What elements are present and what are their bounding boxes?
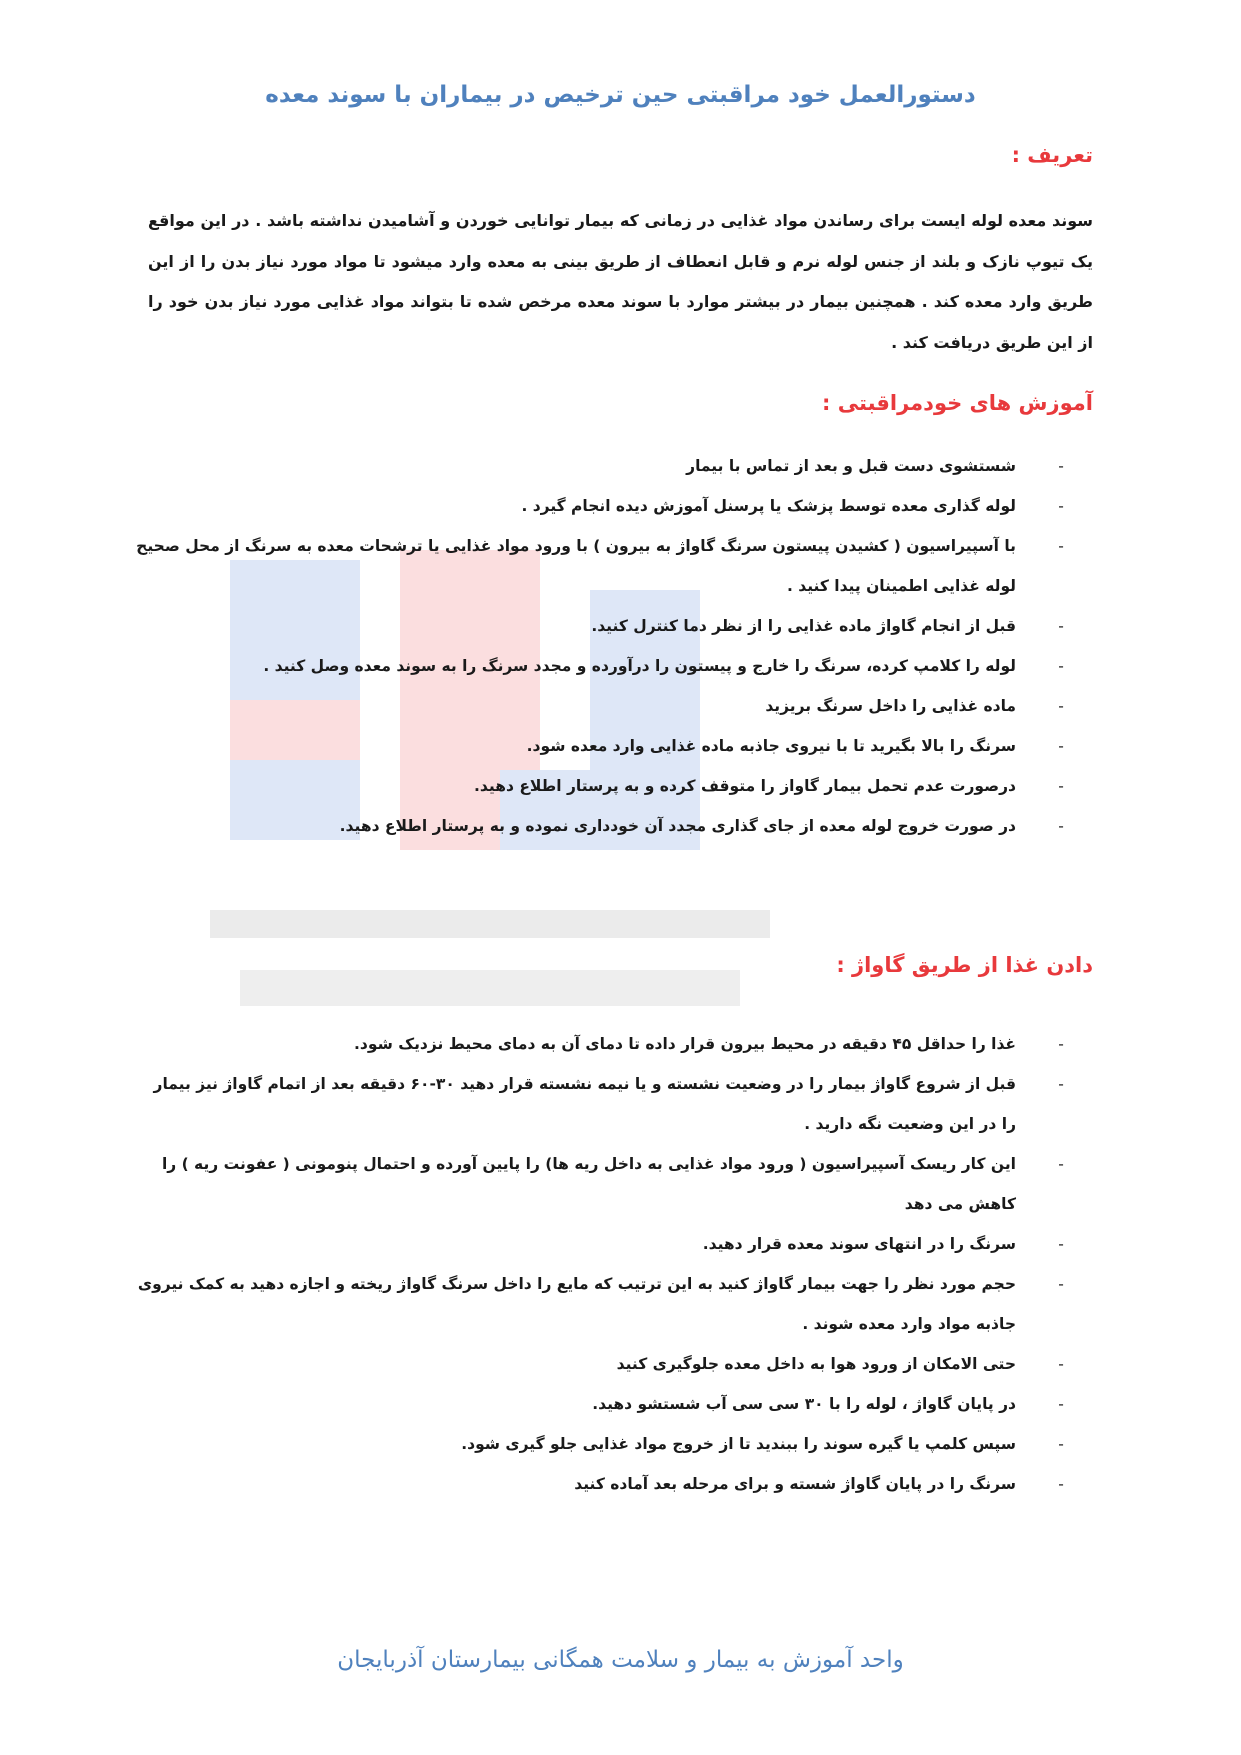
list-item-text: در پایان گاواژ ، لوله را با ۳۰ سی سی آب شستشو دهید. [592,1395,1016,1413]
bullet-dash: - [1058,1075,1064,1093]
list-item-text: حجم مورد نظر را جهت بیمار گاواژ کنید به این ترتیب که مایع را داخل سرنگ گاواژ ریخته و اجازه دهید به کمک نیروی جاذبه مواد وارد معده شوند . [137,1275,1016,1333]
list-item-text: سرنگ را در پایان گاواژ شسته و برای مرحله بعد آماده کنید [574,1475,1016,1493]
bullet-dash: - [1058,777,1064,795]
list-item-text: سپس کلمپ یا گیره سوند را ببندید تا از خروج مواد غذایی جلو گیری شود. [461,1435,1016,1453]
bullet-dash: - [1058,697,1064,715]
list-item [136,1064,1071,1144]
bullet-dash: - [1058,737,1064,755]
list-item [136,1464,1071,1504]
list-item [136,1024,1071,1064]
list-item [136,526,1071,606]
bullet-dash: - [1058,1035,1064,1053]
list-item-text: در صورت خروج لوله معده از جای گذاری مجدد آن خودداری نموده و به پرستار اطلاع دهید. [339,817,1016,835]
gavage-heading: دادن غذا از طریق گاواژ : [836,953,1093,977]
bullet-dash: - [1058,457,1064,475]
list-item [136,1344,1071,1384]
list-item-text: درصورت عدم تحمل بیمار گاواز را متوقف کرده و به پرستار اطلاع دهید. [474,777,1016,795]
list-item [136,806,1071,846]
list-item-text: شستشوی دست قبل و بعد از تماس با بیمار [686,457,1016,475]
bullet-dash: - [1058,817,1064,835]
list-item-text: غذا را حداقل ۴۵ دقیقه در محیط بیرون قرار داده تا دمای آن به دمای محیط نزدیک شود. [354,1035,1016,1053]
bullet-dash: - [1058,1435,1064,1453]
list-item-text: ماده غذایی را داخل سرنگ بریزید [765,697,1016,715]
list-item [136,646,1071,686]
bullet-dash: - [1058,537,1064,555]
list-item [136,1384,1071,1424]
list-item-text: قبل از انجام گاواژ ماده غذایی را از نظر دما کنترل کنید. [591,617,1016,635]
list-item-text: این کار ریسک آسپیراسیون ( ورود مواد غذایی به داخل ریه ها) را پایین آورده و احتمال پنومونی ( عفونت ریه ) را کاهش می دهد [161,1155,1016,1213]
bullet-dash: - [1058,1355,1064,1373]
bullet-dash: - [1058,617,1064,635]
list-item [136,1264,1071,1344]
page-title: دستورالعمل خود مراقبتی حین ترخیص در بیماران با سوند معده [265,82,976,108]
bullet-dash: - [1058,657,1064,675]
definition-heading: تعریف : [1011,143,1093,167]
bullet-dash: - [1058,1275,1064,1293]
bullet-dash: - [1058,497,1064,515]
bullet-dash: - [1058,1395,1064,1413]
list-item [136,726,1071,766]
list-item-text: لوله را کلامپ کرده، سرنگ را خارج و پیستون را درآورده و مجدد سرنگ را به سوند معده وصل کنید . [263,657,1016,675]
gavage-list [136,1024,1071,1504]
self-care-list [136,446,1071,846]
list-item-text: حتی الامکان از ورود هوا به داخل معده جلوگیری کنید [616,1355,1016,1373]
list-item-text: قبل از شروع گاواژ بیمار را در وضعیت نشسته و یا نیمه نشسته قرار دهید ۳۰-۶۰ دقیقه بعد از اتمام گاواژ نیز بیمار را در این وضعیت نگه دارید . [153,1075,1016,1133]
definition-paragraph: سوند معده لوله ایست برای رساندن مواد غذایی در زمانی که بیمار توانایی خوردن و آشامیدن نداشته باشد . در این مواقع یک تیوپ نازک و بلند از جنس لوله نرم و قابل انعطاف از طریق بینی به معده وارد میشود تا مواد مورد نیاز بدن را از این طریق وارد معده کند . همچنین بیمار در بیشتر موارد با سوند معده مرخص شده تا بتواند مواد غذایی مورد نیاز بدن خود را از این طریق دریافت کند . [148,211,1093,352]
list-item [136,446,1071,486]
footer-unit-name: واحد آموزش به بیمار و سلامت همگانی بیمارستان آذربایجان [337,1647,904,1673]
list-item [136,686,1071,726]
list-item [136,766,1071,806]
list-item [136,1424,1071,1464]
list-item [136,1224,1071,1264]
list-item [136,606,1071,646]
list-item-text: سرنگ را بالا بگیرید تا با نیروی جاذبه ماده غذایی وارد معده شود. [526,737,1016,755]
bullet-dash: - [1058,1155,1064,1173]
list-item [136,486,1071,526]
bullet-dash: - [1058,1235,1064,1253]
list-item-text: سرنگ را در انتهای سوند معده قرار دهید. [702,1235,1016,1253]
list-item-text: لوله گذاری معده توسط پزشک یا پرسنل آموزش دیده انجام گیرد . [521,497,1016,515]
bullet-dash: - [1058,1475,1064,1493]
self-care-heading: آموزش های خودمراقبتی : [822,391,1093,415]
list-item [136,1144,1071,1224]
list-item-text: با آسپیراسیون ( کشیدن پیستون سرنگ گاواژ به بیرون ) با ورود مواد غذایی یا ترشحات معده به سرنگ از محل صحیح لوله غذایی اطمینان پیدا کنید . [136,537,1016,595]
